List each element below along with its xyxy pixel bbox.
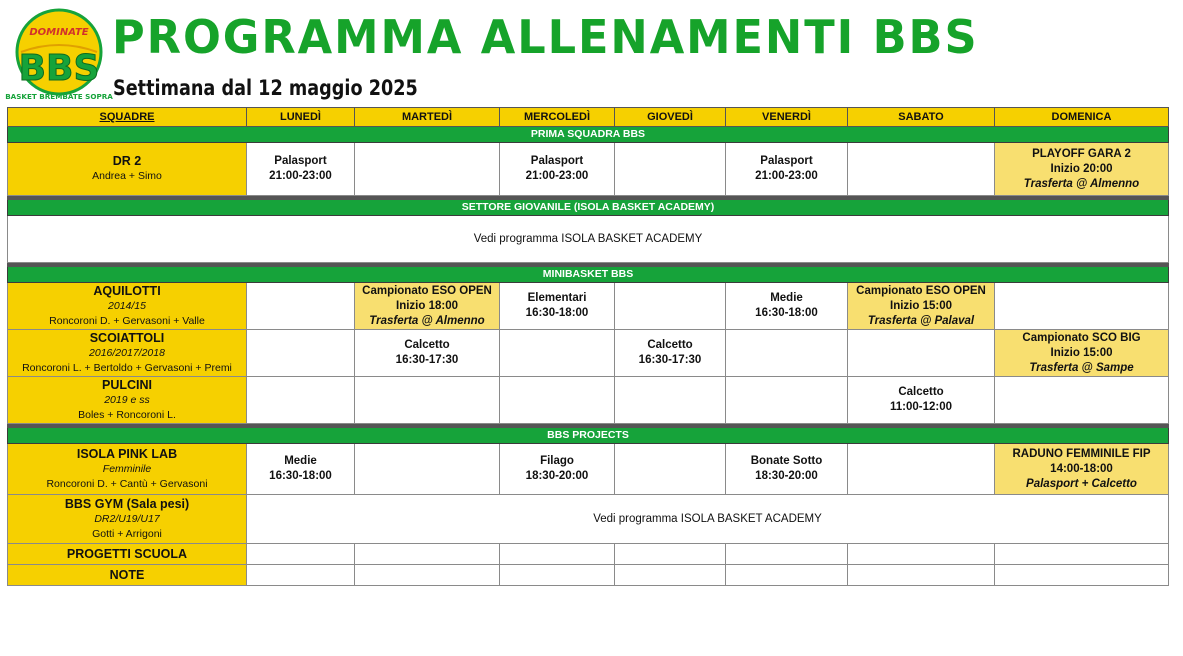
slot-time: Inizio 18:00 bbox=[396, 299, 458, 312]
team-coach: Boles + Roncoroni L. bbox=[78, 408, 176, 421]
slot-place: Palasport bbox=[760, 155, 813, 167]
slot-mercoledi bbox=[500, 377, 615, 424]
team-coach: Andrea + Simo bbox=[92, 170, 162, 182]
slot-time: 16:30-18:00 bbox=[525, 307, 589, 319]
slot-mercoledi bbox=[500, 330, 615, 377]
team-years: 2019 e ss bbox=[104, 393, 150, 406]
gym-note: Vedi programma ISOLA BASKET ACADEMY bbox=[247, 495, 1169, 544]
slot-time: 16:30-17:30 bbox=[638, 354, 702, 366]
slot-place: Medie bbox=[770, 292, 803, 304]
slot-lunedi bbox=[247, 544, 355, 565]
section-row bbox=[8, 267, 1169, 283]
giovanile-row bbox=[8, 216, 1169, 263]
page-title: PROGRAMMA ALLENAMENTI BBS bbox=[112, 10, 979, 64]
team-coach: Roncoroni D. + Cantù + Gervasoni bbox=[46, 477, 208, 490]
team-cell bbox=[8, 565, 247, 586]
team-coach: Roncoroni L. + Bertoldo + Gervasoni + Premi bbox=[22, 361, 232, 374]
slot-giovedi bbox=[615, 330, 726, 377]
slot-sabato bbox=[848, 544, 995, 565]
slot-lunedi bbox=[247, 377, 355, 424]
logo-bottom-text: BASKET BREMBATE SOPRA bbox=[5, 92, 113, 101]
slot-event: PLAYOFF GARA 2 bbox=[1032, 147, 1131, 160]
header-domenica: DOMENICA bbox=[995, 108, 1169, 127]
slot-location: Trasferta @ Almenno bbox=[369, 314, 485, 327]
schedule-table bbox=[7, 107, 1169, 586]
team-years: 2016/2017/2018 bbox=[89, 346, 165, 359]
slot-martedi bbox=[355, 565, 500, 586]
slot-time: 16:30-17:30 bbox=[395, 354, 459, 366]
slot-place: Calcetto bbox=[404, 339, 450, 351]
slot-place: Bonate Sotto bbox=[750, 455, 823, 467]
slot-place: Elementari bbox=[527, 292, 587, 304]
slot-place: Palasport bbox=[530, 155, 584, 167]
slot-time: 11:00-12:00 bbox=[889, 401, 953, 413]
bbs-logo bbox=[5, 8, 113, 102]
slot-venerdi bbox=[726, 330, 848, 377]
slot-place: Calcetto bbox=[898, 386, 944, 398]
section-bbs-projects: BBS PROJECTS bbox=[8, 428, 1169, 444]
slot-location: Trasferta @ Palaval bbox=[867, 314, 975, 327]
slot-event: Campionato ESO OPEN bbox=[362, 284, 492, 297]
slot-sabato bbox=[848, 444, 995, 495]
team-name: NOTE bbox=[109, 567, 145, 582]
slot-time: 18:30-20:00 bbox=[525, 470, 589, 482]
slot-time: Inizio 15:00 bbox=[890, 299, 952, 312]
slot-sabato bbox=[848, 283, 995, 330]
slot-time: 16:30-18:00 bbox=[269, 470, 332, 482]
team-cell bbox=[8, 377, 247, 424]
slot-location: Trasferta @ Sampe bbox=[1029, 361, 1134, 374]
header-sabato: SABATO bbox=[848, 108, 995, 127]
header-venerdi: VENERDÌ bbox=[726, 108, 848, 127]
team-name: PROGETTI SCUOLA bbox=[66, 546, 188, 561]
team-name: PULCINI bbox=[102, 377, 152, 392]
slot-place: Calcetto bbox=[647, 339, 693, 351]
team-years: 2014/15 bbox=[108, 299, 146, 312]
slot-place: Palasport bbox=[274, 155, 327, 167]
slot-event: Campionato ESO OPEN bbox=[856, 284, 986, 297]
slot-martedi bbox=[355, 283, 500, 330]
slot-mercoledi bbox=[500, 143, 615, 196]
slot-giovedi bbox=[615, 544, 726, 565]
team-cell bbox=[8, 283, 247, 330]
slot-venerdi bbox=[726, 544, 848, 565]
team-name: ISOLA PINK LAB bbox=[76, 446, 178, 461]
team-row-note bbox=[8, 565, 1169, 586]
team-row-scoiattoli bbox=[8, 330, 1169, 377]
slot-mercoledi bbox=[500, 565, 615, 586]
slot-venerdi bbox=[726, 283, 848, 330]
team-name: BBS GYM (Sala pesi) bbox=[64, 496, 190, 511]
slot-giovedi bbox=[615, 444, 726, 495]
team-row-pink-lab bbox=[8, 444, 1169, 495]
slot-domenica bbox=[995, 377, 1169, 424]
slot-venerdi bbox=[726, 565, 848, 586]
slot-giovedi bbox=[615, 565, 726, 586]
section-row bbox=[8, 428, 1169, 444]
team-cell bbox=[8, 330, 247, 377]
team-cell bbox=[8, 143, 247, 196]
header-giovedi: GIOVEDÌ bbox=[615, 108, 726, 127]
slot-event: RADUNO FEMMINILE FIP bbox=[1012, 447, 1151, 460]
team-coach: Gotti + Arrigoni bbox=[92, 527, 162, 540]
header-lunedi: LUNEDÌ bbox=[247, 108, 355, 127]
team-name: AQUILOTTI bbox=[93, 283, 161, 298]
slot-martedi bbox=[355, 143, 500, 196]
slot-martedi bbox=[355, 377, 500, 424]
slot-sabato bbox=[848, 143, 995, 196]
slot-sabato bbox=[848, 330, 995, 377]
slot-venerdi bbox=[726, 377, 848, 424]
slot-time: 18:30-20:00 bbox=[755, 470, 818, 482]
header-squadre: SQUADRE bbox=[8, 108, 247, 127]
slot-venerdi bbox=[726, 444, 848, 495]
slot-domenica bbox=[995, 143, 1169, 196]
slot-mercoledi bbox=[500, 544, 615, 565]
page-subtitle: Settimana dal 12 maggio 2025 bbox=[113, 76, 418, 100]
slot-domenica bbox=[995, 444, 1169, 495]
header-martedi: MARTEDÌ bbox=[355, 108, 500, 127]
team-row-aquilotti bbox=[8, 283, 1169, 330]
slot-lunedi bbox=[247, 330, 355, 377]
slot-event: Campionato SCO BIG bbox=[1022, 331, 1141, 344]
slot-place: Medie bbox=[284, 455, 317, 467]
team-cell bbox=[8, 544, 247, 565]
team-row-progetti-scuola bbox=[8, 544, 1169, 565]
slot-time: 21:00-23:00 bbox=[269, 170, 332, 182]
team-years: Femminile bbox=[102, 462, 152, 475]
giovanile-note: Vedi programma ISOLA BASKET ACADEMY bbox=[8, 216, 1169, 263]
slot-giovedi bbox=[615, 143, 726, 196]
slot-venerdi bbox=[726, 143, 848, 196]
slot-mercoledi bbox=[500, 444, 615, 495]
slot-time: Inizio 20:00 bbox=[1050, 162, 1113, 175]
slot-giovedi bbox=[615, 377, 726, 424]
slot-lunedi bbox=[247, 143, 355, 196]
team-name: DR 2 bbox=[112, 154, 142, 168]
slot-domenica bbox=[995, 544, 1169, 565]
team-cell bbox=[8, 444, 247, 495]
team-years: DR2/U19/U17 bbox=[94, 512, 160, 525]
slot-place: Filago bbox=[540, 455, 574, 467]
section-row bbox=[8, 127, 1169, 143]
slot-sabato bbox=[848, 377, 995, 424]
logo-top-text: DOMINATE bbox=[29, 27, 89, 38]
slot-time: 16:30-18:00 bbox=[755, 307, 818, 319]
slot-martedi bbox=[355, 544, 500, 565]
team-row-gym bbox=[8, 495, 1169, 544]
slot-time: 14:00-18:00 bbox=[1050, 462, 1113, 475]
slot-lunedi bbox=[247, 565, 355, 586]
slot-domenica bbox=[995, 283, 1169, 330]
slot-time: 21:00-23:00 bbox=[755, 170, 818, 182]
slot-time: Inizio 15:00 bbox=[1050, 346, 1113, 359]
slot-location: Trasferta @ Almenno bbox=[1023, 177, 1140, 190]
team-coach: Roncoroni D. + Gervasoni + Valle bbox=[49, 314, 205, 327]
team-row-pulcini bbox=[8, 377, 1169, 424]
slot-lunedi bbox=[247, 444, 355, 495]
section-minibasket: MINIBASKET BBS bbox=[8, 267, 1169, 283]
slot-martedi bbox=[355, 330, 500, 377]
logo-letters: BBS bbox=[18, 48, 100, 89]
slot-domenica bbox=[995, 565, 1169, 586]
section-settore-giovanile: SETTORE GIOVANILE (ISOLA BASKET ACADEMY) bbox=[8, 200, 1169, 216]
team-row-dr2 bbox=[8, 143, 1169, 196]
header-row bbox=[8, 108, 1169, 127]
slot-location: Palasport + Calcetto bbox=[1026, 477, 1137, 490]
section-prima-squadra: PRIMA SQUADRA BBS bbox=[8, 127, 1169, 143]
slot-domenica bbox=[995, 330, 1169, 377]
slot-sabato bbox=[848, 565, 995, 586]
slot-mercoledi bbox=[500, 283, 615, 330]
slot-giovedi bbox=[615, 283, 726, 330]
slot-time: 21:00-23:00 bbox=[525, 170, 589, 182]
header-mercoledi: MERCOLEDÌ bbox=[500, 108, 615, 127]
team-name: SCOIATTOLI bbox=[89, 330, 165, 345]
team-cell bbox=[8, 495, 247, 544]
slot-lunedi bbox=[247, 283, 355, 330]
slot-martedi bbox=[355, 444, 500, 495]
section-row bbox=[8, 200, 1169, 216]
